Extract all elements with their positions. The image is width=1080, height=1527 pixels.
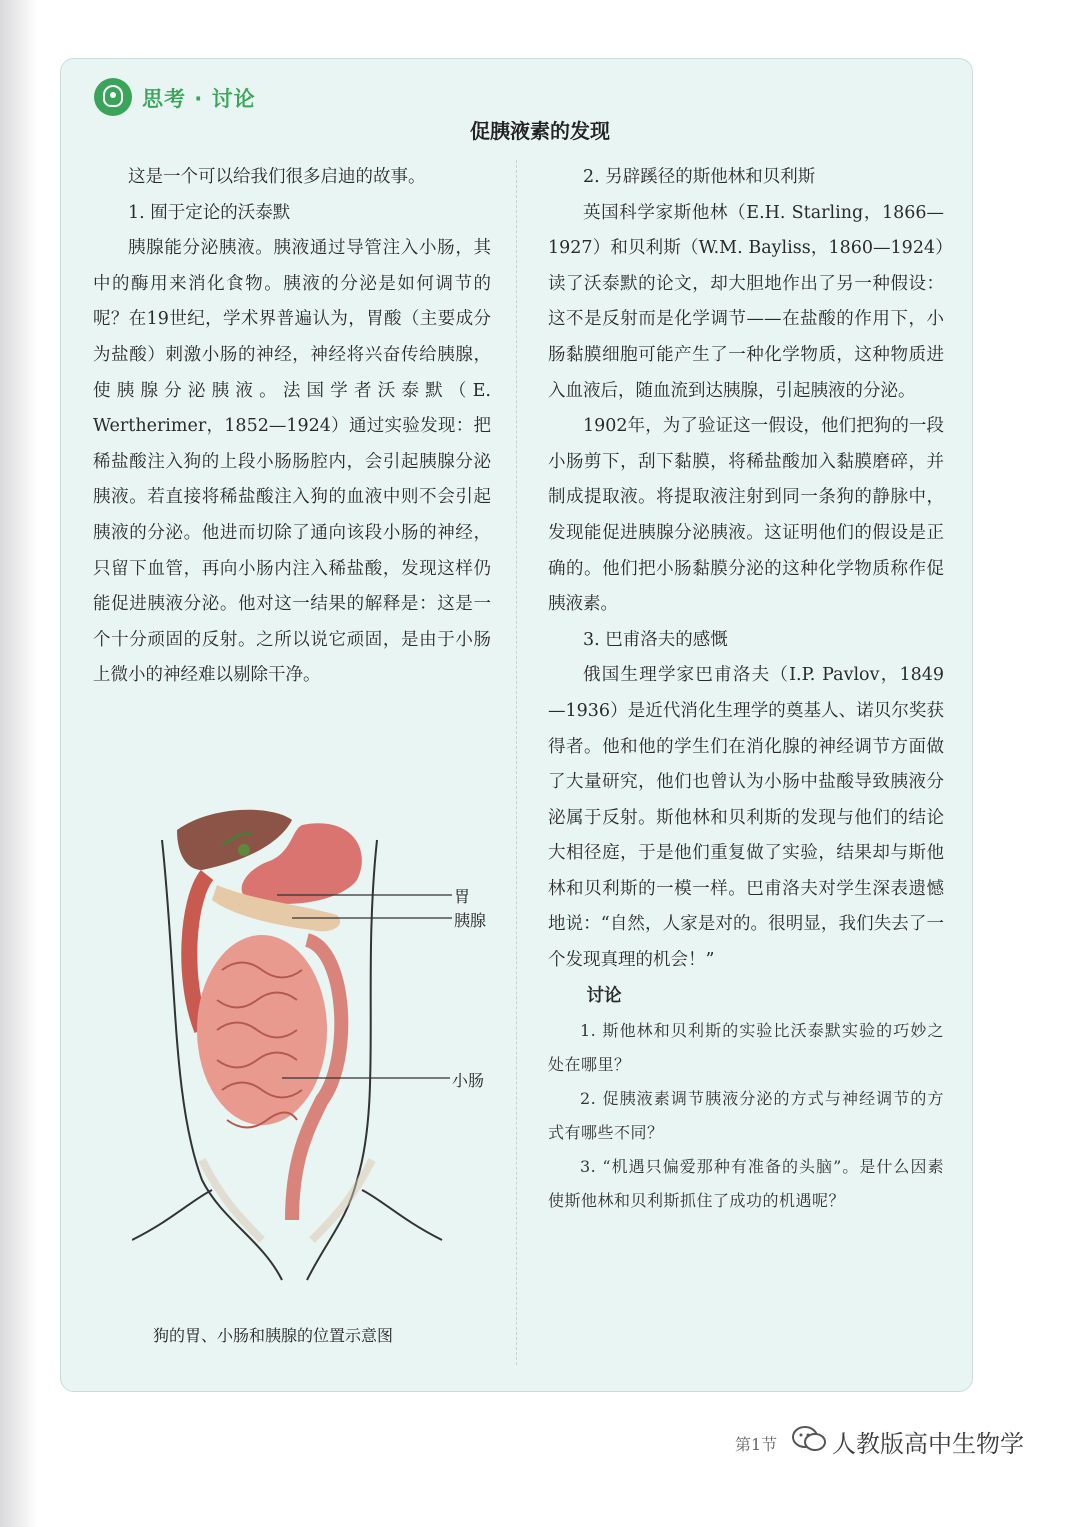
book-spine-shadow <box>0 0 38 1527</box>
left-column <box>93 160 491 694</box>
heading-pavlov: 3. 巴甫洛夫的感慨 <box>583 629 728 650</box>
watermark-text: 人教版高中生物学 <box>832 1430 1024 1458</box>
figure-caption: 狗的胃、小肠和胰腺的位置示意图 <box>152 1326 393 1345</box>
discussion-question-3: 3. “机遇只偏爱那种有准备的头脑”。是什么因素使斯他林和贝利斯抓住了成功的机遇呢？ <box>548 1157 944 1211</box>
section-label: 思考 · 讨论 <box>142 87 256 111</box>
starling-paragraph: 英国科学家斯他林（E.H. Starling，1866—1927）和贝利斯（W.M. Bayliss，1860—1924）读了沃泰默的论文，却大胆地作出了另一种假设：这不是反射而是化学调节——在盐酸的作用下，小肠黏膜细胞可能产生了一种化学物质，这种物质进入血液后，随血流到达胰腺，引起胰液的分泌。 <box>548 202 944 401</box>
heading-wertheimer: 1. 囿于定论的沃泰默 <box>128 202 291 223</box>
digestive-organs-figure <box>132 800 502 1290</box>
label-pancreas: 胰腺 <box>454 911 487 930</box>
column-divider <box>516 160 517 1365</box>
think-discuss-icon <box>94 78 132 116</box>
discussion-heading: 讨论 <box>586 985 622 1006</box>
page-footer: 第1节 <box>735 1435 778 1454</box>
wechat-icon <box>790 1424 828 1454</box>
intro-paragraph: 这是一个可以给我们很多启迪的故事。 <box>128 167 426 187</box>
discussion-question-2: 2. 促胰液素调节胰液分泌的方式与神经调节的方式有哪些不同？ <box>548 1089 944 1143</box>
wertheimer-paragraph: 胰腺能分泌胰液。胰液通过导管注入小肠，其中的酶用来消化食物。胰液的分泌是如何调节的呢？在19世纪，学术界普遍认为，胃酸（主要成分为盐酸）刺激小肠的神经，神经将兴奋传给胰腺，使胰腺分泌胰液。法国学者沃泰默（E. Wertherimer，1852—1924）通过实验发现：把稀盐酸注入狗的上段小肠肠腔内，会引起胰腺分泌胰液。若直接将稀盐酸注入狗的血液中则不会引起胰液的分泌。他进而切除了通向该段小肠的神经，只留下血管，再向小肠内注入稀盐酸，发现这样仍能促进胰液分泌。他对这一结果的解释是：这是一个十分顽固的反射。之所以说它顽固，是由于小肠上微小的神经难以剔除干净。 <box>93 238 491 686</box>
right-column <box>548 160 944 1218</box>
dog-organs-illustration <box>132 800 502 1290</box>
box-title: 促胰液素的发现 <box>470 119 610 143</box>
label-small-intestine: 小肠 <box>452 1071 485 1090</box>
experiment-paragraph: 1902年，为了验证这一假设，他们把狗的一段小肠剪下，刮下黏膜，将稀盐酸加入黏膜磨碎，并制成提取液。将提取液注射到同一条狗的静脉中，发现能促进胰腺分泌胰液。这证明他们的假设是正确的。他们把小肠黏膜分泌的这种化学物质称作促胰液素。 <box>548 416 944 615</box>
pavlov-paragraph: 俄国生理学家巴甫洛夫（I.P. Pavlov，1849—1936）是近代消化生理学的奠基人、诺贝尔奖获得者。他和他的学生们在消化腺的神经调节方面做了大量研究，他们也曾认为小肠中盐酸导致胰液分泌属于反射。斯他林和贝利斯的发现与他们的结论大相径庭，于是他们重复做了实验，结果却与斯他林和贝利斯的一模一样。巴甫洛夫对学生深表遗憾地说：“自然，人家是对的。很明显，我们失去了一个发现真理的机会！” <box>548 665 944 971</box>
label-stomach: 胃 <box>454 887 471 906</box>
discussion-question-1: 1. 斯他林和贝利斯的实验比沃泰默实验的巧妙之处在哪里？ <box>548 1021 944 1075</box>
heading-starling-bayliss: 2. 另辟蹊径的斯他林和贝利斯 <box>583 167 816 187</box>
